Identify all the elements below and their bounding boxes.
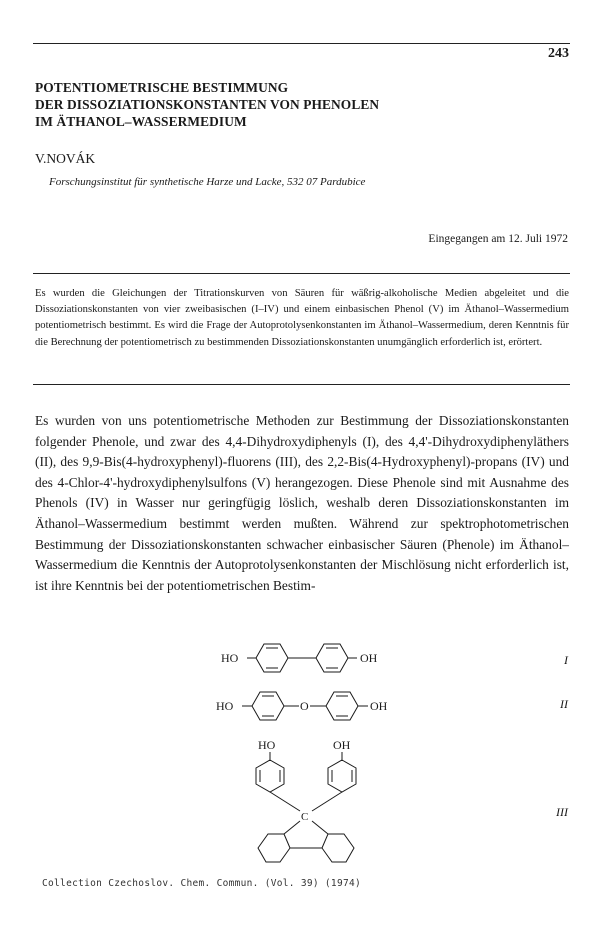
structure-III-label: III (556, 805, 568, 819)
structure-III-center-atom: C (301, 811, 309, 823)
structure-II-bridge-atom: O (300, 699, 309, 713)
structure-II-right-group: OH (370, 699, 388, 713)
body-paragraph: Es wurden von uns potentiometrische Methoden zur Bestimmung der Dissoziationskonstanten folgender Phenole, und zwar des 4,4-Dihydroxydiphenyls (I), des 4,4'-Dihydroxydiphenyläthers (II), des 9,9-Bis(4-hydroxyphenyl)-fluorens (III), des 2,2-Bis(4-Hydroxyphenyl)-propans (IV) und des 4-Chlor-4'-hydroxydiphenylsulfons (V) herangezogen. Diese Phenole sind mit Ausnahme des Phenols (IV) in Wasser nur geringfügig löslich, weshalb deren Dissoziationskonstanten im Äthanol–Wassermedium bestimmt werden mußten. Während zur spektrophotometrischen Bestimmung der Dissoziationskonstanten schwacher einbasischer Säuren (Phenole) im Äthanol–Wassermedium die Kenntnis der Autoprotolysenkonstanten der Mischlösung nicht erforderlich ist, ist ihre Kenntnis bei der potentiometrischen Bestim- (35, 413, 569, 593)
abstract-top-rule (33, 273, 570, 274)
structure-III-right-group: OH (333, 738, 351, 752)
author-name: V.NOVÁK (35, 151, 96, 166)
journal-footer: Collection Czechoslov. Chem. Commun. (Vol. 39) (1974) (42, 878, 362, 889)
article-title (35, 79, 575, 130)
structure-I-drawing (247, 644, 357, 672)
structure-I-right-group: OH (360, 651, 378, 665)
received-date: Eingegangen am 12. Juli 1972 (428, 233, 568, 245)
title-line-3: IM ÄTHANOL–WASSERMEDIUM (35, 114, 247, 129)
abstract-bottom-rule (33, 384, 570, 385)
title-line-1: POTENTIOMETRISCHE BESTIMMUNG (35, 80, 289, 95)
chemical-structures (0, 620, 600, 880)
abstract-text: Es wurden die Gleichungen der Titrationskurven von Säuren für wäßrig-alkoholische Medien abgeleitet und die Dissoziationskonstanten von vier zweibasischen (I–IV) und einem einbasischen Phenol (V) im Äthanol–Wassermedium potentiometrisch bestimmt. Es wird die Frage der Autoprotolysenkonstanten im Äthanol–Wassermedium, deren Kenntnis für die Berechnung der potentiometrisch zu bestimmenden Dissoziationskonstanten unumgänglich erforderlich ist, erörtert. (35, 288, 569, 348)
structure-III-drawing (256, 752, 356, 862)
page-number: 243 (548, 46, 569, 61)
structure-I-left-group: HO (221, 651, 239, 665)
structure-II-left-group: HO (216, 699, 234, 713)
title-line-2: DER DISSOZIATIONSKONSTANTEN VON PHENOLEN (35, 97, 380, 112)
author-affiliation: Forschungsinstitut für synthetische Harze und Lacke, 532 07 Pardubice (49, 176, 366, 188)
structure-III-left-group: HO (258, 738, 276, 752)
structure-II-label: II (560, 697, 568, 711)
header-rule (33, 43, 570, 44)
structure-I-label: I (564, 653, 568, 667)
structure-diagram (0, 620, 600, 880)
